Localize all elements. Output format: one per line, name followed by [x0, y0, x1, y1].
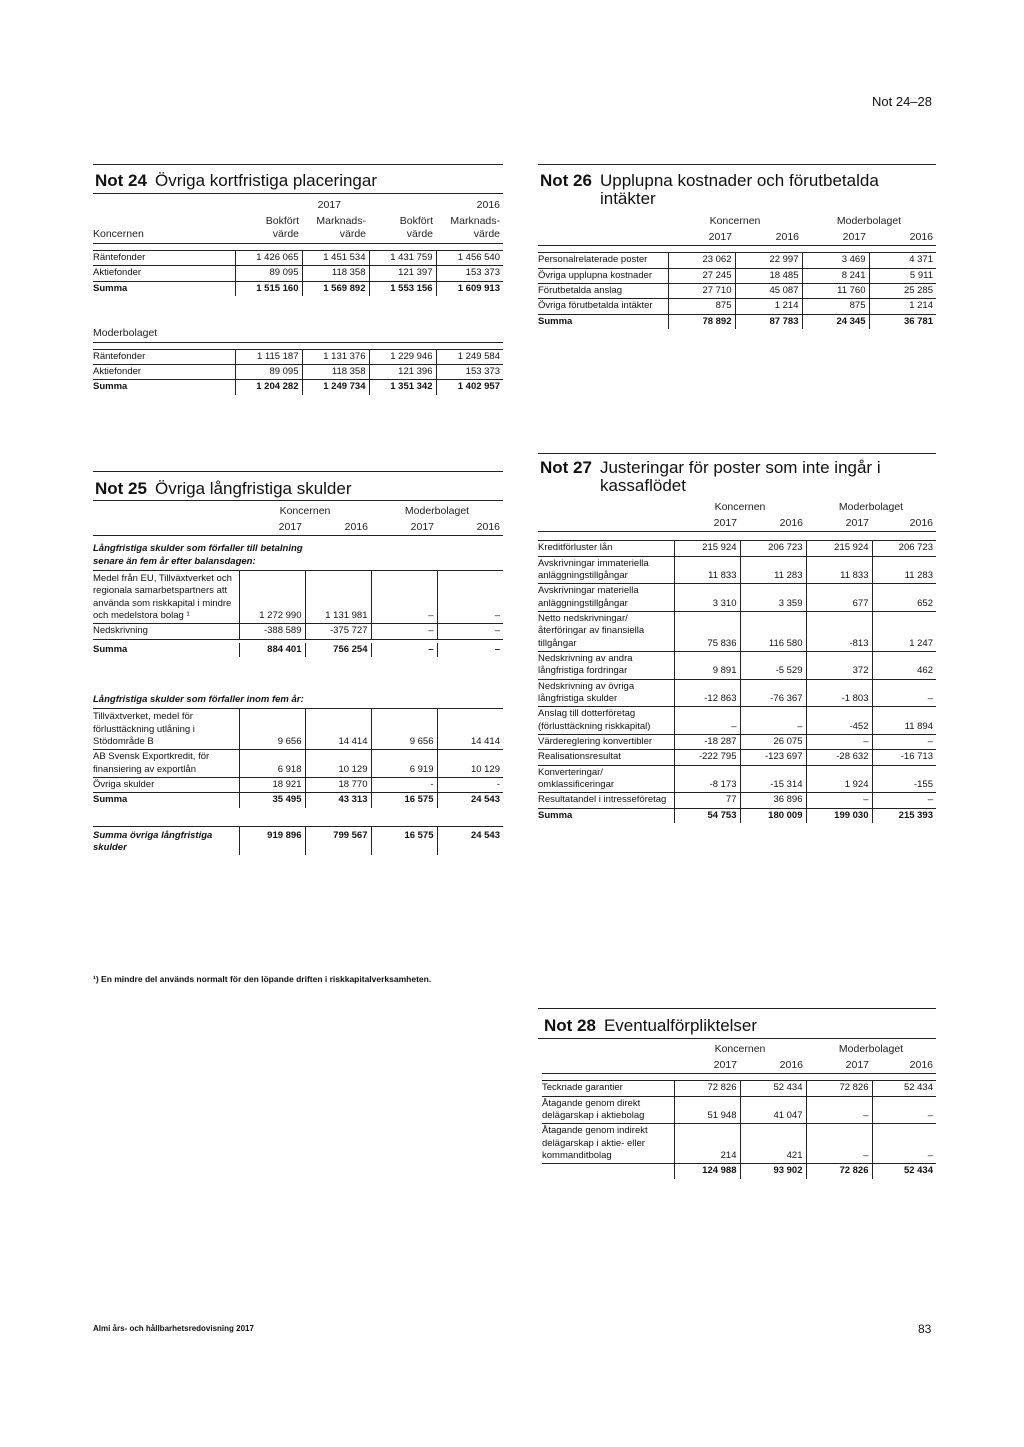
not25-title-rule — [93, 500, 503, 501]
cell: -388 589 — [239, 624, 305, 639]
cell: 14 414 — [437, 709, 503, 750]
table-row — [538, 253, 936, 268]
row-label: Summa — [93, 381, 128, 393]
cell: 72 826 — [806, 1164, 872, 1179]
group-moderbolaget: Moderbolaget — [838, 1043, 904, 1055]
not25-top-rule — [93, 471, 503, 472]
table-row — [538, 735, 936, 750]
cell: -222 795 — [674, 750, 740, 765]
row-label: Medel från EU, Tillväxtverket och regionala samarbetspartners att använda som riskkapital i mindre och medelstora bolag ¹ — [93, 570, 239, 623]
cell: 116 580 — [740, 612, 806, 652]
not24-moder-label: Moderbolaget — [93, 326, 503, 342]
row-label: Övriga förutbetalda intäkter — [538, 299, 668, 314]
cell: 180 009 — [740, 808, 806, 823]
year-header: 2017 — [806, 516, 872, 532]
cell: 1 229 946 — [369, 349, 436, 364]
cell: 6 918 — [239, 750, 305, 778]
row-label: Tillväxtverket, medel för förlusttäckning utlåning i Stödområde B — [93, 709, 239, 750]
row-label: Personalrelaterade poster — [538, 253, 668, 268]
cell: – — [872, 1096, 936, 1124]
cell: 45 087 — [735, 283, 802, 298]
cell: 1 131 981 — [305, 570, 371, 623]
cell: 1 249 734 — [302, 380, 369, 395]
row-label: Summa — [93, 643, 128, 655]
cell: 11 894 — [872, 707, 936, 735]
cell: 9 656 — [371, 709, 437, 750]
cell: – — [872, 1124, 936, 1164]
cell: 4 371 — [869, 253, 936, 268]
cell: 121 397 — [369, 266, 436, 281]
cell: 799 567 — [305, 826, 371, 855]
cell: 10 129 — [305, 750, 371, 778]
cell: 16 575 — [371, 793, 437, 808]
table-row — [538, 679, 936, 707]
cell: 11 833 — [806, 556, 872, 584]
cell: -18 287 — [674, 735, 740, 750]
cell: 52 434 — [872, 1081, 936, 1096]
cell: -5 529 — [740, 652, 806, 680]
table-row — [542, 1124, 936, 1164]
not27-number: Not 27 — [540, 458, 592, 477]
cell: 75 836 — [674, 612, 740, 652]
not24-col-header: Marknads- värde — [436, 214, 503, 244]
cell: 52 434 — [872, 1164, 936, 1179]
year-header: 2016 — [869, 230, 936, 246]
sum-row — [538, 314, 936, 329]
cell: 89 095 — [235, 266, 302, 281]
cell: – — [806, 735, 872, 750]
cell: 1 609 913 — [436, 281, 503, 296]
cell: 77 — [674, 793, 740, 808]
sum-row — [93, 380, 503, 395]
cell: – — [371, 643, 437, 657]
table-row — [538, 268, 936, 283]
year-header: 2017 — [239, 520, 305, 536]
cell: -28 632 — [806, 750, 872, 765]
year-header: 2017 — [802, 230, 869, 246]
cell: 10 129 — [437, 750, 503, 778]
cell: 52 434 — [740, 1081, 806, 1096]
year-header: 2017 — [674, 516, 740, 532]
cell: 14 414 — [305, 709, 371, 750]
cell: 1 456 540 — [436, 250, 503, 265]
year-header: 2016 — [872, 1058, 936, 1074]
cell: 1 115 187 — [235, 349, 302, 364]
cell: 756 254 — [305, 643, 371, 657]
cell: -452 — [806, 707, 872, 735]
not28-title: Eventualförpliktelser — [603, 1016, 758, 1035]
cell: 1 272 990 — [239, 570, 305, 623]
cell: - — [371, 778, 437, 793]
sum-row — [93, 643, 503, 657]
row-label: Förutbetalda anslag — [538, 283, 668, 298]
group-moderbolaget: Moderbolaget — [404, 505, 470, 517]
cell: 3 469 — [802, 253, 869, 268]
group-moderbolaget: Moderbolaget — [836, 215, 902, 227]
table-row — [93, 364, 503, 379]
cell: 214 — [674, 1124, 740, 1164]
cell: 1 924 — [806, 765, 872, 793]
row-label: Räntefonder — [93, 250, 235, 265]
cell: 27 710 — [668, 283, 735, 298]
cell: 8 241 — [802, 268, 869, 283]
cell: 35 495 — [239, 793, 305, 808]
cell: 1 431 759 — [369, 250, 436, 265]
cell: 72 826 — [674, 1081, 740, 1096]
cell: – — [437, 570, 503, 623]
not28-top-rule — [538, 1008, 936, 1009]
cell: – — [872, 735, 936, 750]
row-label: Räntefonder — [93, 349, 235, 364]
cell: 11 760 — [802, 283, 869, 298]
year-header: 2016 — [305, 520, 371, 536]
cell: 421 — [740, 1124, 806, 1164]
cell: 372 — [806, 652, 872, 680]
not26-top-rule — [538, 164, 936, 165]
not24-title-rule — [93, 193, 503, 194]
footer-publication: Almi års- och hållbarhetsredovisning 2017 — [93, 1324, 254, 1333]
cell: 11 283 — [872, 556, 936, 584]
not24-title: Övriga kortfristiga placeringar — [154, 171, 377, 190]
group-koncernen: Koncernen — [279, 505, 331, 517]
row-label: Åtagande genom indirekt delägarskap i aktie- eller kommanditbolag — [542, 1124, 674, 1164]
row-label: Nedskrivning av andra långfristiga fordringar — [538, 652, 674, 680]
not28-title-rule — [538, 1038, 936, 1039]
cell: 36 896 — [740, 793, 806, 808]
cell: 215 924 — [806, 541, 872, 556]
table-row — [538, 750, 936, 765]
cell: -1 803 — [806, 679, 872, 707]
row-label: Summa — [93, 794, 128, 806]
cell: 3 359 — [740, 584, 806, 612]
cell: – — [806, 1096, 872, 1124]
cell: 153 373 — [436, 364, 503, 379]
cell: 1 426 065 — [235, 250, 302, 265]
table-row — [538, 707, 936, 735]
cell: 875 — [802, 299, 869, 314]
not25-title: Övriga långfristiga skulder — [154, 479, 352, 498]
cell: -76 367 — [740, 679, 806, 707]
cell: 36 781 — [869, 314, 936, 329]
sum-row — [542, 1164, 936, 1179]
cell: 652 — [872, 584, 936, 612]
not27-title: Justeringar för poster som inte ingår i kassaflödet — [599, 458, 881, 495]
sum-row — [93, 281, 503, 296]
year-header: 2016 — [740, 516, 806, 532]
row-label: Summa övriga långfristiga skulder — [93, 826, 239, 855]
row-label: Avskrivningar materiella anläggningstillgångar — [538, 584, 674, 612]
table-row — [538, 283, 936, 298]
row-label: Konverteringar/ omklassificeringar — [538, 765, 674, 793]
cell: 118 358 — [302, 266, 369, 281]
cell: -155 — [872, 765, 936, 793]
table-row — [93, 624, 503, 639]
cell: 27 245 — [668, 268, 735, 283]
cell: 1 351 342 — [369, 380, 436, 395]
cell: - — [437, 778, 503, 793]
cell: – — [806, 1124, 872, 1164]
cell: 1 402 957 — [436, 380, 503, 395]
not25-section2-heading: Långfristiga skulder som förfaller inom fem år: — [93, 694, 304, 706]
not25-number: Not 25 — [95, 479, 147, 498]
cell: 215 924 — [674, 541, 740, 556]
year-header: 2016 — [437, 520, 503, 536]
not24-number: Not 24 — [95, 171, 147, 190]
cell: 89 095 — [235, 364, 302, 379]
group-koncernen: Koncernen — [714, 501, 766, 513]
cell: 72 826 — [806, 1081, 872, 1096]
cell: – — [740, 707, 806, 735]
table-row — [542, 1081, 936, 1096]
not24-col-header: Marknads- värde — [302, 214, 369, 244]
cell: 11 283 — [740, 556, 806, 584]
cell: 23 062 — [668, 253, 735, 268]
table-row — [538, 652, 936, 680]
group-moderbolaget: Moderbolaget — [838, 501, 904, 513]
cell: 43 313 — [305, 793, 371, 808]
not26-heading — [540, 172, 936, 208]
cell: – — [371, 624, 437, 639]
row-label: Nedskrivning av övriga långfristiga skulder — [538, 679, 674, 707]
cell: 677 — [806, 584, 872, 612]
not24-year-2016: 2016 — [476, 199, 500, 211]
row-label: Summa — [538, 315, 573, 327]
cell: 121 396 — [369, 364, 436, 379]
table-row — [542, 1096, 936, 1124]
not24-top-rule — [93, 164, 503, 165]
not28-table — [542, 1042, 936, 1179]
not28-number: Not 28 — [544, 1016, 596, 1035]
cell: 18 770 — [305, 778, 371, 793]
not25-heading — [95, 480, 352, 498]
year-header: 2017 — [674, 1058, 740, 1074]
table-row — [538, 541, 936, 556]
row-label: Åtagande genom direkt delägarskap i aktiebolag — [542, 1096, 674, 1124]
cell: 24 543 — [437, 793, 503, 808]
cell: 118 358 — [302, 364, 369, 379]
row-label: Aktiefonder — [93, 266, 235, 281]
cell: 1 515 160 — [235, 281, 302, 296]
row-label: Avskrivningar immateriella anläggningstillgångar — [538, 556, 674, 584]
not27-heading — [540, 459, 936, 495]
table-row — [93, 709, 503, 750]
row-label — [542, 1164, 674, 1179]
table-row — [93, 750, 503, 778]
cell: 87 783 — [735, 314, 802, 329]
cell: 884 401 — [239, 643, 305, 657]
cell: 1 131 376 — [302, 349, 369, 364]
table-row — [93, 250, 503, 265]
cell: 1 451 534 — [302, 250, 369, 265]
row-label: Övriga upplupna kostnader — [538, 268, 668, 283]
table-row — [93, 349, 503, 364]
table-row — [538, 765, 936, 793]
row-label: Övriga skulder — [93, 778, 239, 793]
row-label: Nedskrivning — [93, 624, 239, 639]
cell: 206 723 — [740, 541, 806, 556]
row-label: Värdereglering konvertibler — [538, 735, 674, 750]
row-label: AB Svensk Exportkredit, för finansiering av exportlån — [93, 750, 239, 778]
not26-table — [538, 214, 936, 329]
table-row — [93, 778, 503, 793]
cell: 1 553 156 — [369, 281, 436, 296]
group-koncernen: Koncernen — [714, 1043, 766, 1055]
not24-col-header: Bokfört värde — [235, 214, 302, 244]
cell: 54 753 — [674, 808, 740, 823]
not26-title: Upplupna kostnader och förutbetalda intäkter — [599, 171, 879, 208]
cell: – — [872, 793, 936, 808]
cell: 153 373 — [436, 266, 503, 281]
table-row — [538, 793, 936, 808]
cell: 206 723 — [872, 541, 936, 556]
cell: -8 173 — [674, 765, 740, 793]
cell: -16 713 — [872, 750, 936, 765]
cell: 124 988 — [674, 1164, 740, 1179]
not27-top-rule — [538, 453, 936, 454]
table-row — [93, 570, 503, 623]
not28-heading — [544, 1017, 757, 1035]
cell: -813 — [806, 612, 872, 652]
cell: 1 249 584 — [436, 349, 503, 364]
cell: 919 896 — [239, 826, 305, 855]
cell: 22 997 — [735, 253, 802, 268]
not24-koncernen-label: Koncernen — [93, 214, 235, 244]
not25-table — [93, 504, 503, 855]
cell: 11 833 — [674, 556, 740, 584]
cell: – — [437, 624, 503, 639]
cell: 875 — [668, 299, 735, 314]
page-header: Not 24–28 — [872, 94, 932, 109]
cell: -15 314 — [740, 765, 806, 793]
cell: 18 921 — [239, 778, 305, 793]
year-header: 2017 — [371, 520, 437, 536]
not25-footnote: ¹) En mindre del används normalt för den löpande driften i riskkapitalverksamheten. — [93, 974, 432, 984]
cell: 9 656 — [239, 709, 305, 750]
cell: – — [872, 679, 936, 707]
not26-number: Not 26 — [540, 171, 592, 190]
cell: 24 543 — [437, 826, 503, 855]
cell: 78 892 — [668, 314, 735, 329]
not24-heading — [95, 172, 377, 190]
cell: – — [437, 643, 503, 657]
cell: 5 911 — [869, 268, 936, 283]
cell: – — [674, 707, 740, 735]
cell: 9 891 — [674, 652, 740, 680]
table-row — [93, 266, 503, 281]
table-row — [538, 612, 936, 652]
cell: 1 214 — [735, 299, 802, 314]
not24-year-2017: 2017 — [317, 199, 341, 211]
cell: 25 285 — [869, 283, 936, 298]
row-label: Summa — [93, 282, 128, 294]
cell: – — [806, 793, 872, 808]
row-label: Netto nedskrivningar/ återföringar av finansiella tillgångar — [538, 612, 674, 652]
row-label: Aktiefonder — [93, 364, 235, 379]
row-label: Tecknade garantier — [542, 1081, 674, 1096]
cell: 41 047 — [740, 1096, 806, 1124]
not27-table — [538, 500, 936, 823]
cell: 462 — [872, 652, 936, 680]
year-header: 2016 — [872, 516, 936, 532]
cell: 215 393 — [872, 808, 936, 823]
cell: 16 575 — [371, 826, 437, 855]
cell: 26 075 — [740, 735, 806, 750]
cell: 6 919 — [371, 750, 437, 778]
year-header: 2016 — [735, 230, 802, 246]
group-koncernen: Koncernen — [709, 215, 761, 227]
sum-row — [538, 808, 936, 823]
row-label: Kreditförluster lån — [538, 541, 674, 556]
cell: -375 727 — [305, 624, 371, 639]
cell: 1 247 — [872, 612, 936, 652]
cell: 1 214 — [869, 299, 936, 314]
cell: 1 569 892 — [302, 281, 369, 296]
cell: 199 030 — [806, 808, 872, 823]
not24-table — [93, 198, 503, 395]
sum-row — [93, 826, 503, 855]
table-row — [538, 584, 936, 612]
cell: -123 697 — [740, 750, 806, 765]
footer-page-number: 83 — [918, 1322, 932, 1336]
row-label: Summa — [538, 809, 573, 821]
row-label: Anslag till dotterföretag (förlusttäckning riskkapital) — [538, 707, 674, 735]
cell: -12 863 — [674, 679, 740, 707]
sum-row — [93, 793, 503, 808]
table-row — [538, 556, 936, 584]
cell: 3 310 — [674, 584, 740, 612]
year-header: 2016 — [740, 1058, 806, 1074]
cell: 18 485 — [735, 268, 802, 283]
table-row — [538, 299, 936, 314]
not25-section1-heading: Långfristiga skulder som förfaller till betalning senare än fem år efter balansdagen: — [93, 543, 303, 567]
cell: 1 204 282 — [235, 380, 302, 395]
cell: 24 345 — [802, 314, 869, 329]
row-label: Realisationsresultat — [538, 750, 674, 765]
cell: 93 902 — [740, 1164, 806, 1179]
cell: – — [371, 570, 437, 623]
year-header: 2017 — [668, 230, 735, 246]
row-label: Resultatandel i intresseföretag — [538, 793, 674, 808]
not24-col-header: Bokfört värde — [369, 214, 436, 244]
year-header: 2017 — [806, 1058, 872, 1074]
cell: 51 948 — [674, 1096, 740, 1124]
